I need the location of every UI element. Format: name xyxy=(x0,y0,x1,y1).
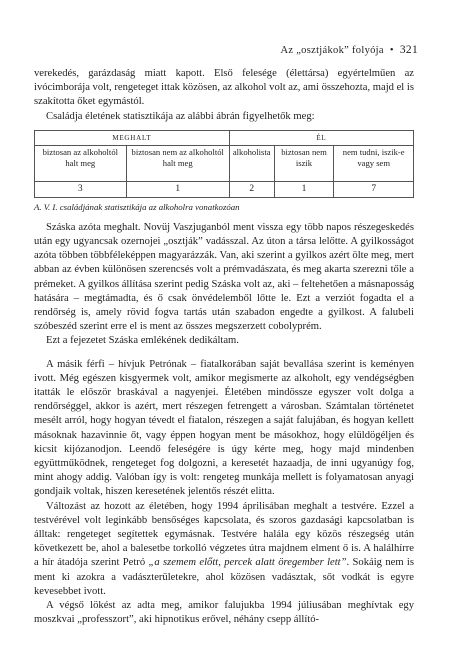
column-header: alkoholista xyxy=(229,146,274,182)
paragraph-6 xyxy=(34,500,414,599)
column-header: biztosan nem iszik xyxy=(274,146,334,182)
paragraph-1: verekedés, garázdaság miatt kapott. Első felesége (élettársa) egyértelműen az ivócimborája volt, rengeteget ittak közösen, az alkohol volt az, ami összehozta, majd el is szakította őket egymástól. xyxy=(34,68,414,108)
paragraph-5: A másik férfi – hívjuk Petrónak – fiatalkorában saját bevallása szerint is keményen ivott. Még egészen kisgyermek volt, amikor megismerte az alkoholt, egy vendégségben itatták le először braskával a nagyenjei. Életében mindössze egyszer volt dolga a rendőrséggel, akkor is azért, mert részegen fetrengett a városban. Számtalan történetet mesélt arról, hogy hogyan tévedt el fiatalon, részegen a saját falujában, és hogyan kellett másoknak hazavinnie őt, vagy éppen hogyan ment be másokhoz, hogy elüldögéljen és kicsit kijózanodjon. Leendő feleségére is úgy kérte meg, hogy majd mindenben együttműködnek, rengeteget fog dolgozni, a keresetét hazaadja, de inni ugyanúgy fog, mint ahogy addig. Valóban így is volt: rengeteg munkája mellett is folyamatosan anyagi gondjaik voltak, hiszen keresetének jelentős részét elitta. xyxy=(34,358,414,498)
group-dead-header: MEGHALT xyxy=(35,130,230,146)
table-row xyxy=(35,182,414,198)
paragraph-6-text: Változást az hozott az életében, hogy 1994 áprilisában meghalt a testvére. Ezzel a testvérével volt leginkább bensőséges kapcsolata, és szoros gazdasági kapcsolatban is álltak: rengeteget segítettek egymásnak. Testvére halála egy közös részegség után következett be, ahol a balesetbe torkolló végzetes útra majdnem elment ő is. A halálhírre a hír átadója szerint Petró xyxy=(34,500,414,569)
paragraph-3: Száska azóta meghalt. Novüj Vaszjuganból ment vissza egy több napos részegeskedés után egy ugyancsak ozernojei „osztják” vadásszal. Az úton a társa lelőtte. A gyilkosságot azóta többen többféleképpen magyarázzák. Van, aki szerint a gyilkos azért ölte meg, mert abban az évben különösen szerencsés volt a prémvadászata, és meg akarta szerezni tőle a prémeket. A gyilkos állítása szerint pedig Száska volt az, aki – feltehetően a másnaposság hatására – megtámadta, és ő csak önvédelemből lőtte le. Ezt a verziót fogadta el a rendőrség is, amely rövid fogva tartás után szabadon engedte a gyilkost. A falubeli szóbeszéd szerint erre el is ment az összes megszerzett cobolyprém. xyxy=(34,221,414,333)
paragraph-7: A végső lökést az adta meg, amikor falujukba 1994 júliusában meghívtak egy moszkvai „professzort”, aki hipnotikus erővel, néhány csepp állító- xyxy=(34,600,414,626)
page-number: 321 xyxy=(399,44,418,56)
group-alive-header: ÉL xyxy=(229,130,413,146)
column-header: nem tudni, iszik-e vagy sem xyxy=(334,146,414,182)
statistics-table xyxy=(34,130,414,198)
paragraph-4: Ezt a fejezetet Száska emlékének dedikáltam. xyxy=(46,335,239,347)
column-header: biztosan nem az alkoholtól halt meg xyxy=(126,146,229,182)
table-group-row xyxy=(35,130,414,146)
header-separator: • xyxy=(389,45,394,56)
column-header: biztosan az alkoholtól halt meg xyxy=(35,146,127,182)
table-caption: A. V. I. családjának statisztikája az alkoholra vonatkozóan xyxy=(34,201,240,212)
running-title: Az „osztjákok” folyója xyxy=(280,45,384,56)
table-cell: 2 xyxy=(229,182,274,198)
table-cell: 1 xyxy=(274,182,334,198)
running-header xyxy=(34,44,418,56)
table-cell: 7 xyxy=(334,182,414,198)
paragraph-2: Családja életének statisztikája az alábbi ábrán figyelhetők meg: xyxy=(46,110,315,122)
paragraph-6-text-end: . Sokáig nem is ment ki azokra a vadászterületekre, ahol közösen vadásztak, sőt vodkát is egyre kevesebbet ivott. xyxy=(34,557,415,597)
paragraph-6-quote: „a szemem előtt, percek alatt öregember lett” xyxy=(148,557,347,569)
page-body xyxy=(34,67,414,628)
table-cell: 1 xyxy=(126,182,229,198)
table-column-header-row xyxy=(35,146,414,182)
table-cell: 3 xyxy=(35,182,127,198)
